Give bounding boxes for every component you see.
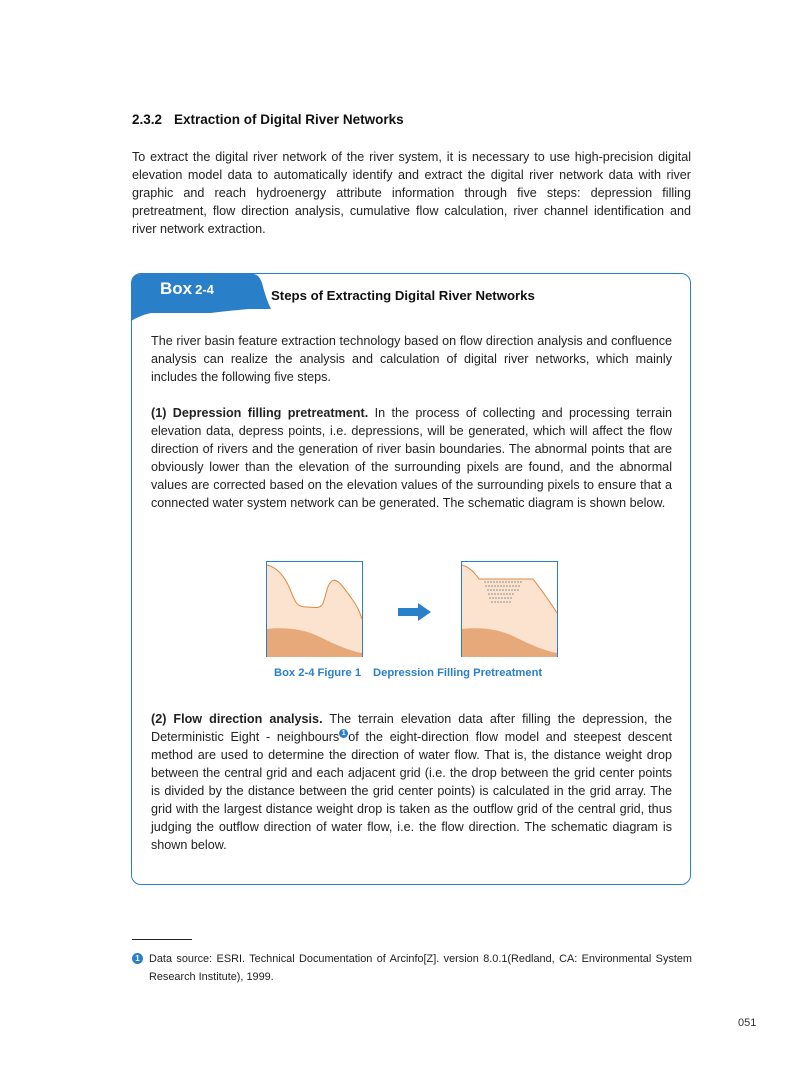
step1-text: In the process of collecting and processing terrain elevation data, depress points, i.e. depressions, will be generated, which will affect the flow direction of rivers and the generation of river basin boundaries. The abnormal points that are obviously lower than the elevation of the surrounding pixels are found, and the abnormal values are corrected based on the elevation values of the surrounding pixels to ensure that a connected water system network can be generated. The schematic diagram is shown below. [151, 406, 672, 510]
box-title: Steps of Extracting Digital River Networks [271, 288, 535, 303]
figure-caption-label: Box 2-4 Figure 1 [274, 667, 362, 679]
footnote-ref-marker[interactable]: 1 [339, 729, 348, 738]
footnote-divider [132, 939, 192, 940]
step2-paragraph [151, 710, 672, 854]
figure-caption-title: Depression Filling Pretreatment [373, 667, 543, 679]
section-title: Extraction of Digital River Networks [174, 112, 404, 127]
intro-paragraph: To extract the digital river network of the river system, it is necessary to use high-precision digital elevation model data to automatically identify and extract the digital river network data with river graphic and reach hydroenergy attribute information through five steps: depression filling pretreatment, flow direction analysis, cumulative flow calculation, river channel identification and river network extraction. [132, 150, 691, 236]
step2-text-b: of the eight-direction flow model and steepest descent method are used to determine the direction of water flow. That is, the distance weight drop between the central grid and each adjacent grid (i.e. the drop between the grid center points is divided by the distance between the grid center points) is calculated in the grid array. The grid with the largest distance weight drop is taken as the outflow grid of the central grid, thus judging the outflow direction of water flow, i.e. the flow direction. The schematic diagram is shown below. [151, 730, 672, 852]
footnote-marker: 1 [132, 953, 143, 964]
box-label-number: 2-4 [195, 282, 214, 297]
step1-lead: (1) Depression filling pretreatment. [151, 406, 369, 420]
figure-before-terrain [266, 561, 364, 658]
step2-lead: (2) Flow direction analysis. [151, 712, 323, 726]
step1-paragraph [151, 404, 672, 512]
step2-text-a: The terrain elevation data after filling the depression, the Deterministic Eight - neighbours [151, 712, 672, 744]
box-label-word: Box [160, 279, 193, 298]
arrow-right-icon [398, 603, 432, 621]
footnote-text: Data source: ESRI. Technical Documentation of Arcinfo[Z]. version 8.0.1(Redland, CA: Environmental System Research Institute), 1999. [149, 953, 692, 983]
box-paragraph-intro: The river basin feature extraction technology based on flow direction analysis and confluence analysis can realize the analysis and calculation of digital river networks, which mainly includes the following five steps. [151, 334, 672, 384]
section-heading [132, 112, 404, 127]
page-number: 051 [738, 1017, 757, 1029]
figure-caption [274, 667, 542, 679]
figure-after-terrain [461, 561, 559, 658]
box-label [160, 279, 214, 299]
section-number: 2.3.2 [132, 112, 163, 127]
